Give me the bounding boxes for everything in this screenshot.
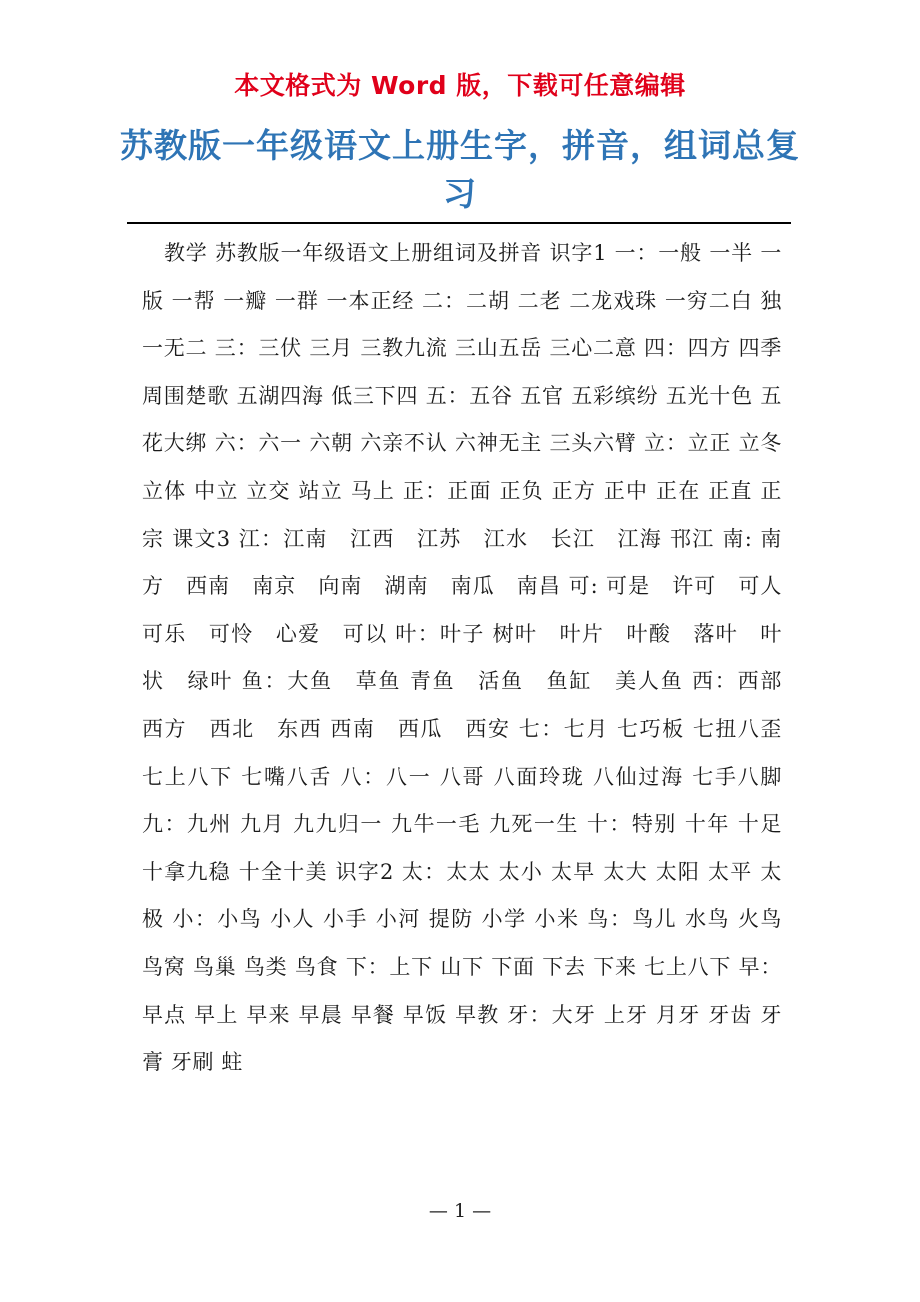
- body-paragraph: 教学 苏教版一年级语文上册组词及拼音 识字1 一：一般 一半 一版 一帮 一瓣 一群 一本正经 二：二胡 二老 二龙戏珠 一穷二白 独一无二 三：三伏 三月 三教九流 三山五岳 三心二意 四：四方 四季 周围楚歌 五湖四海 低三下四 五：五谷 五官 五彩缤纷 五光十色 五花大绑 六：六一 六朝 六亲不认 六神无主 三头六臂 立：立正 立冬 立体 中立 立交 站立 马上 正：正面 正负 正方 正中 正在 正直 正宗 课文3 江：江南 江西 江苏 江水 长江 江海 邗江 南: 南方 西南 南京 向南 湖南 南瓜 南昌 可: 可是 许可 可人 可乐 可怜 心爱 可以 叶：叶子 树叶 叶片 叶酸 落叶 叶状 绿叶 鱼：大鱼 草鱼 青鱼 活鱼 鱼缸 美人鱼 西：西部 西方 西北 东西 西南 西瓜 西安 七：七月 七巧板 七扭八歪 七上八下 七嘴八舌 八：八一 八哥 八面玲珑 八仙过海 七手八脚 九：九州 九月 九九归一 九牛一毛 九死一生 十：特别 十年 十足 十拿九稳 十全十美 识字2 太：太太 太小 太早 太大 太阳 太平 太极 小：小鸟 小人 小手 小河 提防 小学 小米 鸟：鸟儿 水鸟 火鸟 鸟窝 鸟巢 鸟类 鸟食 下：上下 山下 下面 下去 下来 七上八下 早：早点 早上 早来 早晨 早餐 早饭 早教 牙：大牙 上牙 月牙 牙齿 牙膏 牙刷 蛀: [142, 241, 804, 1075]
- page-number: — 1 —: [428, 1200, 492, 1222]
- title-divider: [127, 222, 791, 224]
- document-title: 苏教版一年级语文上册生字，拼音，组词总复习: [120, 126, 800, 213]
- word-format-notice: 本文格式为 Word 版，下载可任意编辑: [234, 71, 686, 100]
